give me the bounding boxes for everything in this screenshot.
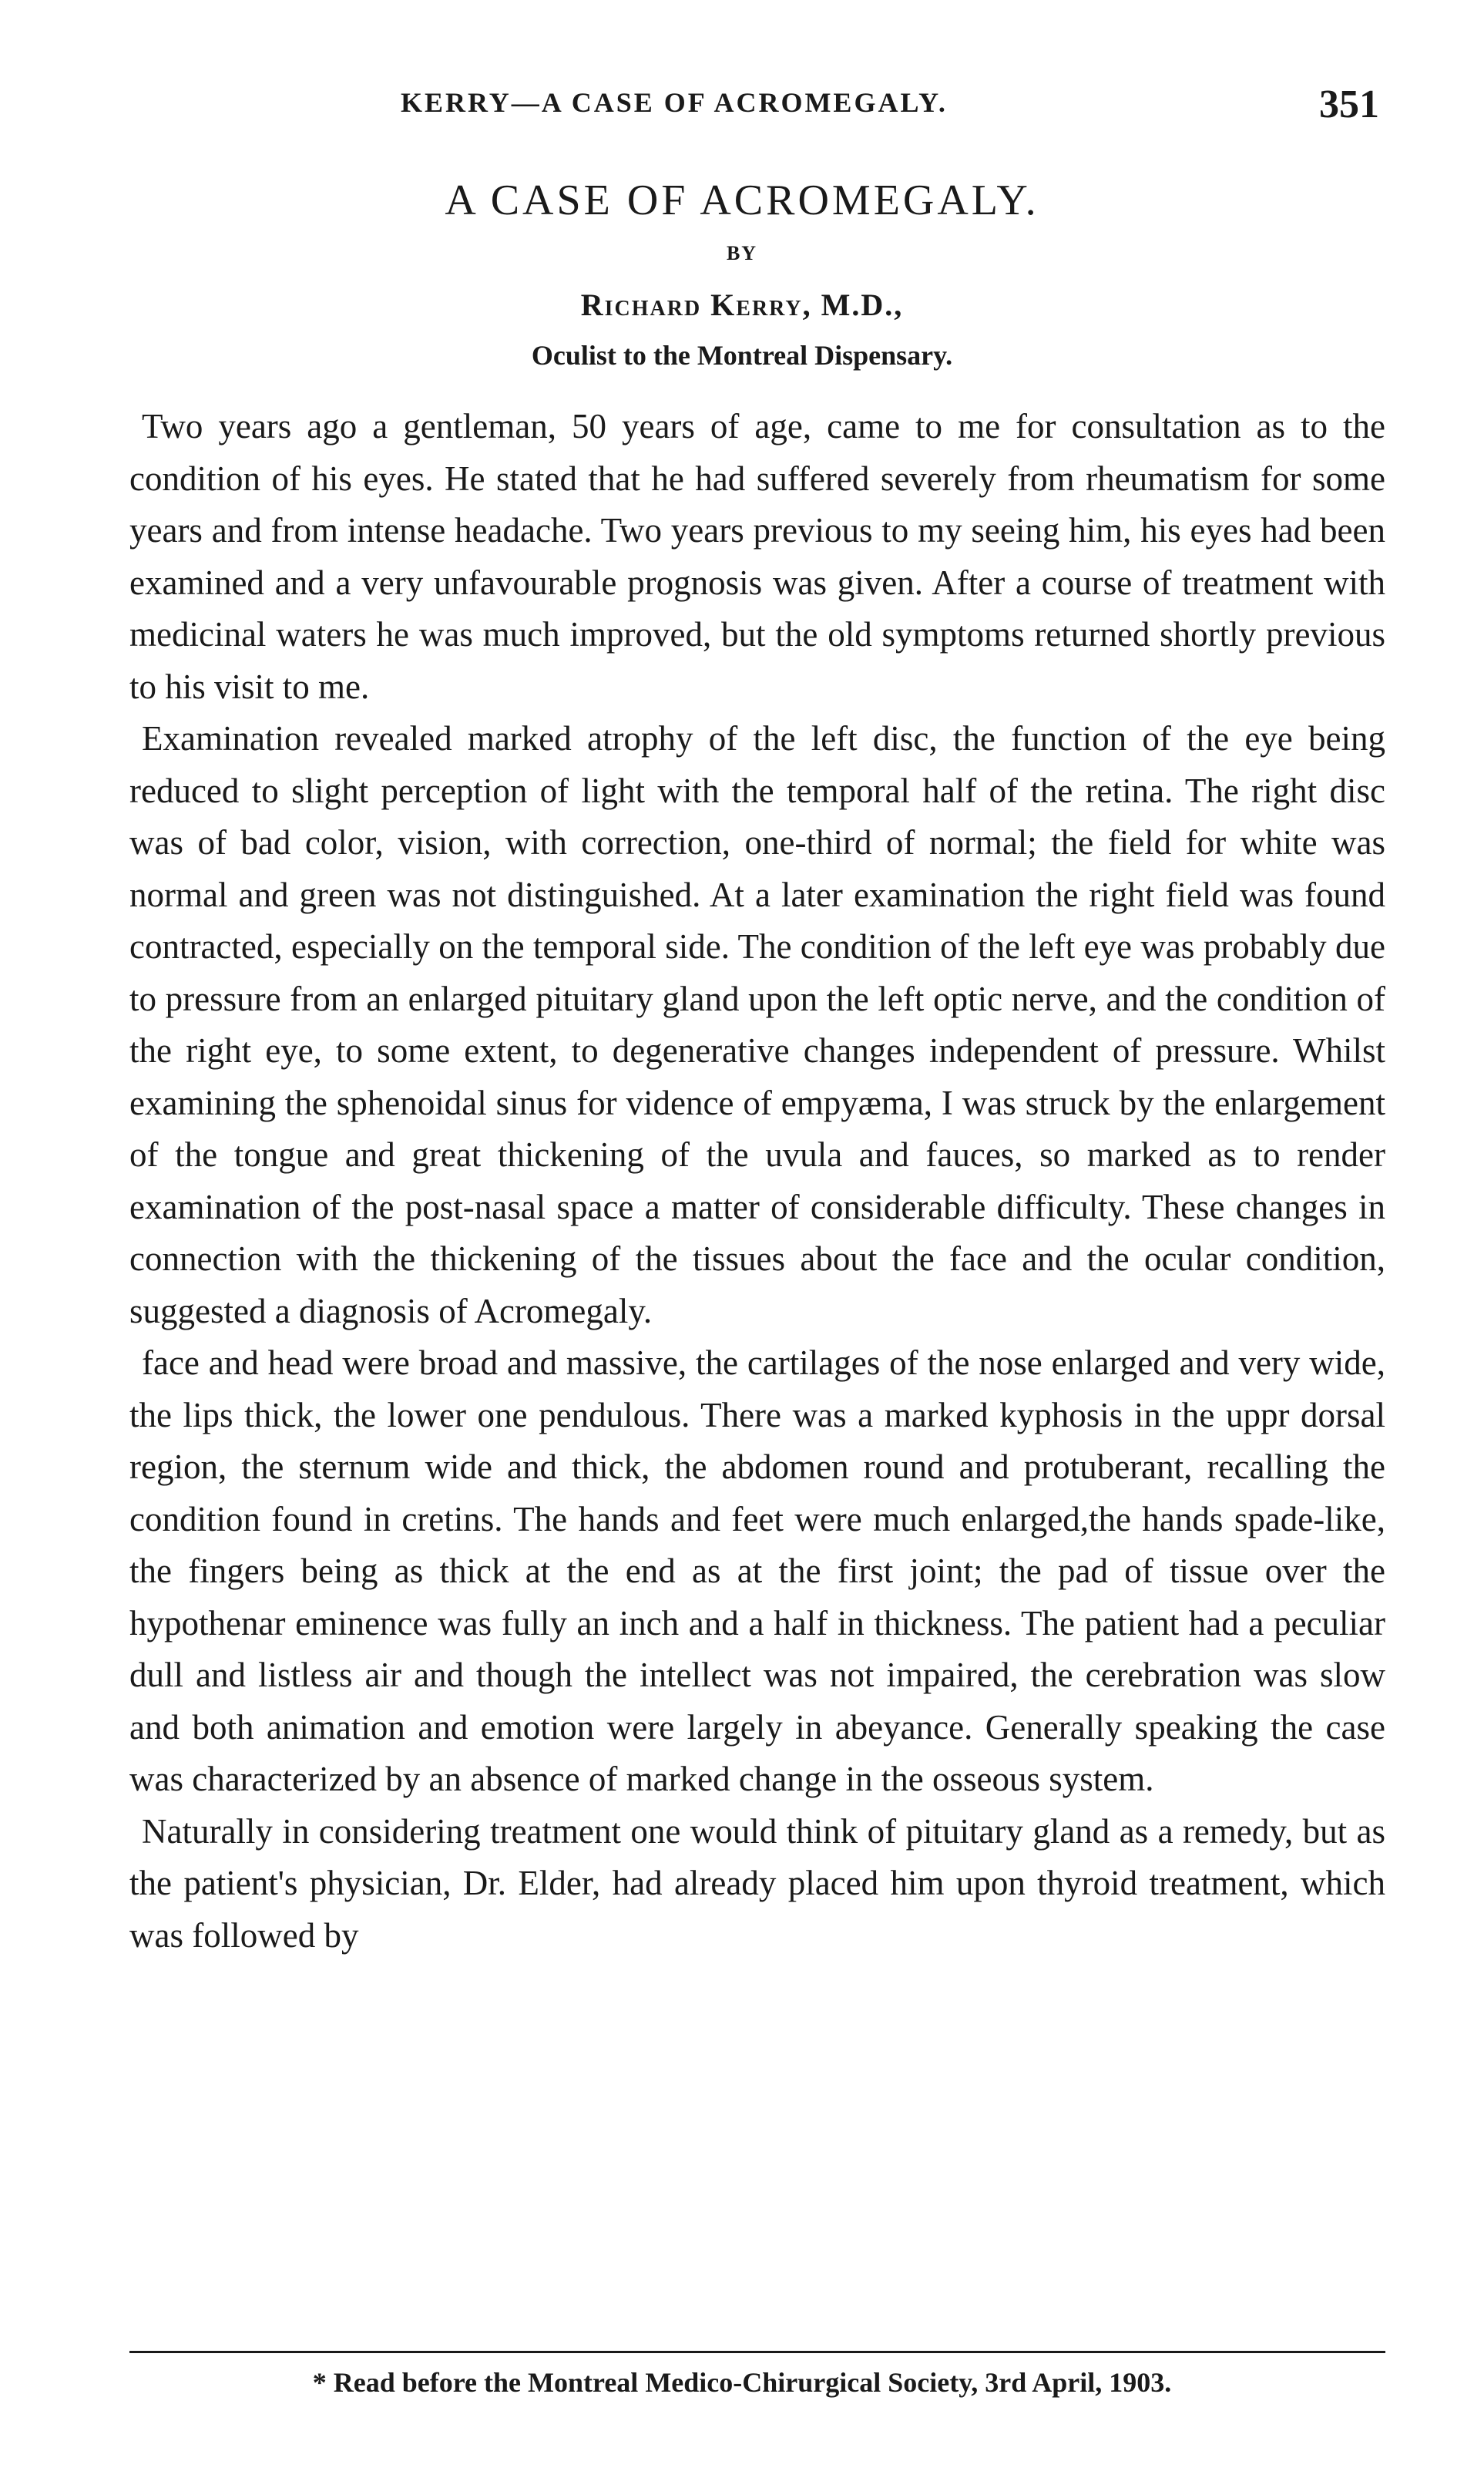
byline: BY [726,242,758,264]
paragraph: face and head were broad and massive, the cartilages of the nose enlarged and very wide, the lips thick, the lower one pendulous. There was a marked kyphosis in the uppr dorsal region, the sternum wide and thick, the abdomen round and protuberant, recalling the condition found in cretins. The hands and feet were much enlarged,the hands spade-like, the fingers being as thick at the end as at the first joint; the pad of tissue over the hypothenar eminence was fully an inch and a half in thickness. The patient had a peculiar dull and listless air and though the intellect was not impaired, the cerebration was slow and both animation and emotion were largely in abeyance. Generally speaking the case was characterized by an absence of marked change in the osseous system. [129,1343,1385,1798]
paragraph: Naturally in considering treatment one would think of pituitary gland as a remedy, but as the patient's physician, Dr. Elder, had already placed him upon thyroid treatment, which was followed by [129,1811,1385,1955]
page-number: 351 [1319,82,1379,126]
article-body [129,401,1385,1962]
author-affiliation: Oculist to the Montreal Dispensary. [531,340,953,371]
footnote: * Read before the Montreal Medico-Chirurgical Society, 3rd April, 1903. [312,2367,1172,2398]
article-title: A CASE OF ACROMEGALY. [445,177,1039,224]
author-name: Richard Kerry, M.D., [580,287,904,322]
running-head [401,82,1402,133]
footnote-divider [129,2351,1385,2353]
running-title: KERRY—A CASE OF ACROMEGALY. [401,87,948,118]
paragraph: Two years ago a gentleman, 50 years of age, came to me for consultation as to the condition of his eyes. He stated that he had suffered severely from rheumatism for some years and from intense headache. Two years previous to my seeing him, his eyes had been examined and a very unfavourable prognosis was given. After a course of treatment with medicinal waters he was much improved, but the old symptoms returned shortly previous to his visit to me. [129,407,1385,706]
paragraph: Examination revealed marked atrophy of the left disc, the function of the eye being reduced to slight perception of light with the temporal half of the retina. The right disc was of bad color, vision, with correction, one-third of normal; the field for white was normal and green was not distinguished. At a later examination the right field was found contracted, especially on the temporal side. The condition of the left eye was probably due to pressure from an enlarged pituitary gland upon the left optic nerve, and the condition of the right eye, to some extent, to degenerative changes independent of pressure. Whilst examining the sphenoidal sinus for vidence of empyæma, I was struck by the enlargement of the tongue and great thickening of the uvula and fauces, so marked as to render examination of the post-nasal space a matter of considerable difficulty. These changes in connection with the thickening of the tissues about the face and the ocular condition, suggested a diagnosis of Acromegaly. [129,719,1385,1330]
